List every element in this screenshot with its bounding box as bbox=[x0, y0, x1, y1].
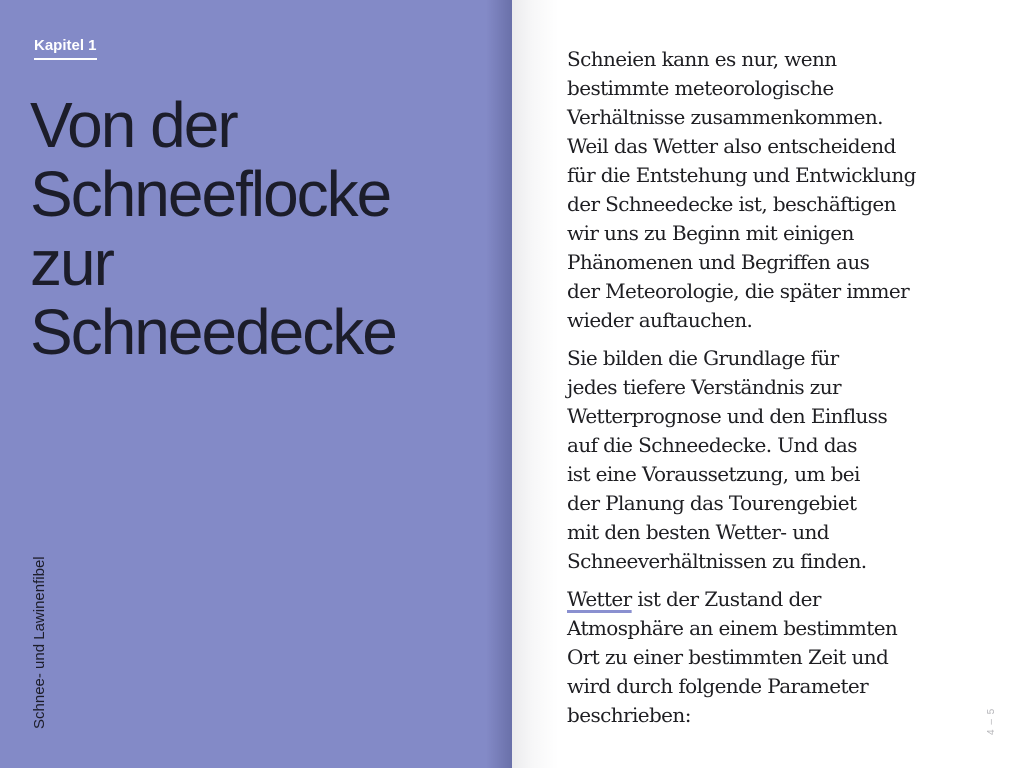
book-title: Schnee- und Lawinenfibel bbox=[31, 556, 48, 729]
text-line: der Schneedecke ist, beschäftigen bbox=[567, 192, 896, 216]
text-line: Phänomenen und Begriffen aus bbox=[567, 250, 870, 274]
text-line: Ort zu einer bestimmten Zeit und bbox=[567, 645, 889, 669]
paragraph-2 bbox=[567, 344, 987, 576]
text-line: Wetterprognose und den Einfluss bbox=[567, 404, 888, 428]
chapter-title-line: Von der bbox=[30, 89, 237, 161]
chapter-title-line: Schneedecke bbox=[30, 296, 396, 368]
chapter-title-line: zur bbox=[30, 227, 113, 299]
text-line: mit den besten Wetter- und bbox=[567, 520, 829, 544]
text-line: wieder auftauchen. bbox=[567, 308, 753, 332]
text-line: Sie bilden die Grundlage für bbox=[567, 346, 839, 370]
text-line: der Planung das Tourengebiet bbox=[567, 491, 857, 515]
body-text bbox=[567, 45, 987, 739]
text-line: Atmosphäre an einem bestimmten bbox=[567, 616, 898, 640]
paragraph-1 bbox=[567, 45, 987, 335]
text-line: für die Entstehung und Entwicklung bbox=[567, 163, 916, 187]
chapter-tag[interactable]: Kapitel 1 bbox=[34, 37, 97, 60]
paragraph-3 bbox=[567, 585, 987, 730]
text-line: auf die Schneedecke. Und das bbox=[567, 433, 857, 457]
text-line: wir uns zu Beginn mit einigen bbox=[567, 221, 854, 245]
text-line: Schneeverhältnissen zu finden. bbox=[567, 549, 867, 573]
text-line: Weil das Wetter also entscheidend bbox=[567, 134, 896, 158]
text-line: wird durch folgende Parameter bbox=[567, 674, 869, 698]
text-line: jedes tiefere Verständnis zur bbox=[567, 375, 841, 399]
text-line: beschrieben: bbox=[567, 703, 691, 727]
glossary-term-link[interactable]: Wetter bbox=[567, 587, 632, 611]
page-number: 4 – 5 bbox=[986, 707, 997, 735]
right-page bbox=[512, 0, 1024, 768]
text-line: ist eine Voraussetzung, um bei bbox=[567, 462, 860, 486]
text-line: bestimmte meteorologische bbox=[567, 76, 834, 100]
chapter-title bbox=[30, 91, 396, 367]
text-line: der Meteorologie, die später immer bbox=[567, 279, 910, 303]
text-line bbox=[567, 585, 987, 614]
chapter-title-line: Schneeflocke bbox=[30, 158, 391, 230]
text-line: Verhältnisse zusammenkommen. bbox=[567, 105, 883, 129]
text-line: Schneien kann es nur, wenn bbox=[567, 47, 837, 71]
text-fragment: ist der Zustand der bbox=[631, 587, 821, 611]
